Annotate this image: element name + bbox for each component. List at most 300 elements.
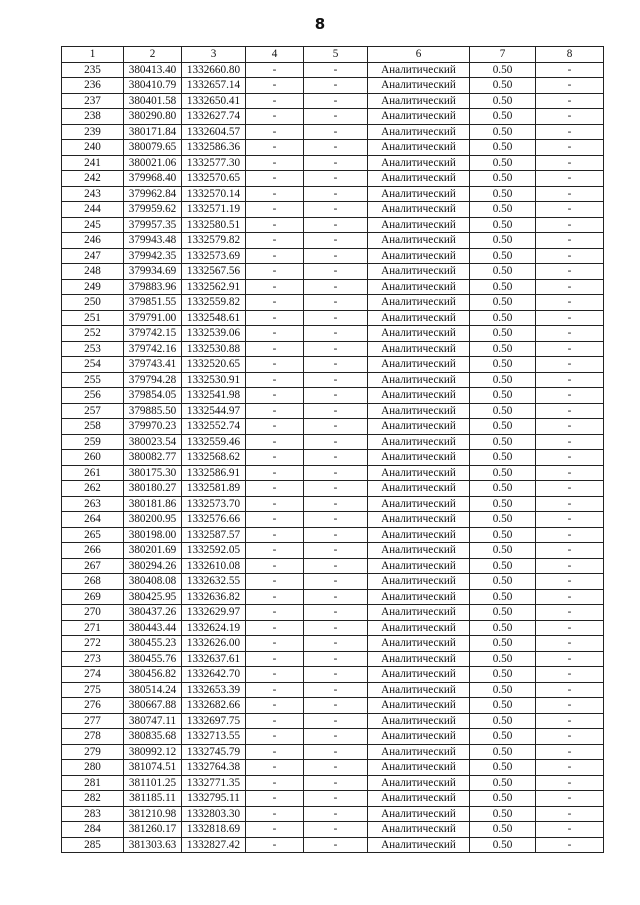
column-4-cell: - — [246, 372, 304, 388]
column-5-cell: - — [304, 403, 368, 419]
column-4-cell: - — [246, 78, 304, 94]
accuracy-cell: 0.50 — [470, 589, 536, 605]
y-coordinate-cell: 1332610.08 — [182, 558, 246, 574]
method-cell: Аналитический — [368, 155, 470, 171]
column-8-cell: - — [536, 558, 604, 574]
x-coordinate-cell: 379854.05 — [124, 388, 182, 404]
x-coordinate-cell: 380171.84 — [124, 124, 182, 140]
table-row — [62, 217, 604, 233]
column-8-cell: - — [536, 357, 604, 373]
y-coordinate-cell: 1332573.70 — [182, 496, 246, 512]
column-4-cell: - — [246, 186, 304, 202]
accuracy-cell: 0.50 — [470, 295, 536, 311]
y-coordinate-cell: 1332586.36 — [182, 140, 246, 156]
column-8-cell: - — [536, 574, 604, 590]
point-number-cell: 273 — [62, 651, 124, 667]
point-number-cell: 248 — [62, 264, 124, 280]
y-coordinate-cell: 1332626.00 — [182, 636, 246, 652]
column-4-cell: - — [246, 837, 304, 853]
column-4-cell: - — [246, 140, 304, 156]
accuracy-cell: 0.50 — [470, 264, 536, 280]
accuracy-cell: 0.50 — [470, 620, 536, 636]
method-cell: Аналитический — [368, 78, 470, 94]
column-5-cell: - — [304, 357, 368, 373]
column-5-cell: - — [304, 388, 368, 404]
y-coordinate-cell: 1332586.91 — [182, 465, 246, 481]
column-4-cell: - — [246, 217, 304, 233]
column-8-cell: - — [536, 698, 604, 714]
accuracy-cell: 0.50 — [470, 419, 536, 435]
x-coordinate-cell: 380290.80 — [124, 109, 182, 125]
accuracy-cell: 0.50 — [470, 357, 536, 373]
method-cell: Аналитический — [368, 341, 470, 357]
accuracy-cell: 0.50 — [470, 651, 536, 667]
column-8-cell: - — [536, 388, 604, 404]
y-coordinate-cell: 1332571.19 — [182, 202, 246, 218]
column-8-cell: - — [536, 403, 604, 419]
point-number-cell: 247 — [62, 248, 124, 264]
point-number-cell: 246 — [62, 233, 124, 249]
x-coordinate-cell: 380443.44 — [124, 620, 182, 636]
method-cell: Аналитический — [368, 248, 470, 264]
column-8-cell: - — [536, 589, 604, 605]
table-row — [62, 140, 604, 156]
column-5-cell: - — [304, 760, 368, 776]
column-header: 3 — [182, 47, 246, 63]
x-coordinate-cell: 380181.86 — [124, 496, 182, 512]
table-row — [62, 372, 604, 388]
y-coordinate-cell: 1332632.55 — [182, 574, 246, 590]
table-row — [62, 326, 604, 342]
method-cell: Аналитический — [368, 450, 470, 466]
y-coordinate-cell: 1332580.51 — [182, 217, 246, 233]
table-row — [62, 698, 604, 714]
method-cell: Аналитический — [368, 806, 470, 822]
x-coordinate-cell: 380201.69 — [124, 543, 182, 559]
column-5-cell: - — [304, 217, 368, 233]
accuracy-cell: 0.50 — [470, 279, 536, 295]
accuracy-cell: 0.50 — [470, 760, 536, 776]
table-row — [62, 465, 604, 481]
accuracy-cell: 0.50 — [470, 698, 536, 714]
accuracy-cell: 0.50 — [470, 512, 536, 528]
y-coordinate-cell: 1332697.75 — [182, 713, 246, 729]
accuracy-cell: 0.50 — [470, 791, 536, 807]
method-cell: Аналитический — [368, 574, 470, 590]
method-cell: Аналитический — [368, 372, 470, 388]
coordinates-table — [61, 46, 604, 853]
column-header: 7 — [470, 47, 536, 63]
table-row — [62, 605, 604, 621]
column-8-cell: - — [536, 186, 604, 202]
method-cell: Аналитический — [368, 605, 470, 621]
y-coordinate-cell: 1332660.80 — [182, 62, 246, 78]
point-number-cell: 243 — [62, 186, 124, 202]
column-5-cell: - — [304, 558, 368, 574]
column-5-cell: - — [304, 341, 368, 357]
column-5-cell: - — [304, 233, 368, 249]
point-number-cell: 258 — [62, 419, 124, 435]
point-number-cell: 283 — [62, 806, 124, 822]
column-5-cell: - — [304, 527, 368, 543]
column-4-cell: - — [246, 233, 304, 249]
point-number-cell: 255 — [62, 372, 124, 388]
table-row — [62, 760, 604, 776]
y-coordinate-cell: 1332541.98 — [182, 388, 246, 404]
table-row — [62, 589, 604, 605]
x-coordinate-cell: 379743.41 — [124, 357, 182, 373]
accuracy-cell: 0.50 — [470, 775, 536, 791]
column-5-cell: - — [304, 729, 368, 745]
table-row — [62, 574, 604, 590]
table-row — [62, 806, 604, 822]
accuracy-cell: 0.50 — [470, 744, 536, 760]
table-row — [62, 233, 604, 249]
method-cell: Аналитический — [368, 496, 470, 512]
method-cell: Аналитический — [368, 109, 470, 125]
column-4-cell: - — [246, 667, 304, 683]
column-4-cell: - — [246, 682, 304, 698]
accuracy-cell: 0.50 — [470, 496, 536, 512]
column-header: 2 — [124, 47, 182, 63]
y-coordinate-cell: 1332771.35 — [182, 775, 246, 791]
table-row — [62, 496, 604, 512]
accuracy-cell: 0.50 — [470, 62, 536, 78]
column-4-cell: - — [246, 729, 304, 745]
method-cell: Аналитический — [368, 202, 470, 218]
accuracy-cell: 0.50 — [470, 93, 536, 109]
x-coordinate-cell: 381303.63 — [124, 837, 182, 853]
column-5-cell: - — [304, 279, 368, 295]
column-5-cell: - — [304, 512, 368, 528]
accuracy-cell: 0.50 — [470, 605, 536, 621]
x-coordinate-cell: 379934.69 — [124, 264, 182, 280]
column-5-cell: - — [304, 326, 368, 342]
column-4-cell: - — [246, 543, 304, 559]
column-8-cell: - — [536, 791, 604, 807]
table-row — [62, 636, 604, 652]
x-coordinate-cell: 380082.77 — [124, 450, 182, 466]
column-5-cell: - — [304, 171, 368, 187]
column-5-cell: - — [304, 78, 368, 94]
method-cell: Аналитический — [368, 543, 470, 559]
column-8-cell: - — [536, 605, 604, 621]
table-row — [62, 744, 604, 760]
x-coordinate-cell: 380514.24 — [124, 682, 182, 698]
method-cell: Аналитический — [368, 558, 470, 574]
accuracy-cell: 0.50 — [470, 78, 536, 94]
point-number-cell: 278 — [62, 729, 124, 745]
method-cell: Аналитический — [368, 636, 470, 652]
column-4-cell: - — [246, 434, 304, 450]
method-cell: Аналитический — [368, 62, 470, 78]
column-5-cell: - — [304, 465, 368, 481]
x-coordinate-cell: 379794.28 — [124, 372, 182, 388]
point-number-cell: 270 — [62, 605, 124, 621]
x-coordinate-cell: 381185.11 — [124, 791, 182, 807]
accuracy-cell: 0.50 — [470, 574, 536, 590]
column-5-cell: - — [304, 481, 368, 497]
point-number-cell: 272 — [62, 636, 124, 652]
method-cell: Аналитический — [368, 279, 470, 295]
point-number-cell: 240 — [62, 140, 124, 156]
accuracy-cell: 0.50 — [470, 682, 536, 698]
table-row — [62, 295, 604, 311]
table-row — [62, 357, 604, 373]
column-5-cell: - — [304, 636, 368, 652]
table-row — [62, 248, 604, 264]
x-coordinate-cell: 380021.06 — [124, 155, 182, 171]
column-8-cell: - — [536, 78, 604, 94]
method-cell: Аналитический — [368, 310, 470, 326]
method-cell: Аналитический — [368, 140, 470, 156]
accuracy-cell: 0.50 — [470, 388, 536, 404]
y-coordinate-cell: 1332581.89 — [182, 481, 246, 497]
column-5-cell: - — [304, 264, 368, 280]
column-4-cell: - — [246, 527, 304, 543]
column-8-cell: - — [536, 434, 604, 450]
table-row — [62, 62, 604, 78]
accuracy-cell: 0.50 — [470, 109, 536, 125]
accuracy-cell: 0.50 — [470, 202, 536, 218]
point-number-cell: 259 — [62, 434, 124, 450]
point-number-cell: 282 — [62, 791, 124, 807]
column-8-cell: - — [536, 279, 604, 295]
accuracy-cell: 0.50 — [470, 403, 536, 419]
y-coordinate-cell: 1332795.11 — [182, 791, 246, 807]
y-coordinate-cell: 1332539.06 — [182, 326, 246, 342]
point-number-cell: 260 — [62, 450, 124, 466]
y-coordinate-cell: 1332567.56 — [182, 264, 246, 280]
column-5-cell: - — [304, 775, 368, 791]
method-cell: Аналитический — [368, 682, 470, 698]
column-5-cell: - — [304, 496, 368, 512]
page-number: 8 — [314, 15, 326, 33]
accuracy-cell: 0.50 — [470, 186, 536, 202]
point-number-cell: 257 — [62, 403, 124, 419]
x-coordinate-cell: 380835.68 — [124, 729, 182, 745]
column-5-cell: - — [304, 450, 368, 466]
method-cell: Аналитический — [368, 434, 470, 450]
y-coordinate-cell: 1332682.66 — [182, 698, 246, 714]
method-cell: Аналитический — [368, 481, 470, 497]
column-4-cell: - — [246, 388, 304, 404]
column-4-cell: - — [246, 496, 304, 512]
column-4-cell: - — [246, 202, 304, 218]
column-4-cell: - — [246, 62, 304, 78]
table-row — [62, 527, 604, 543]
column-8-cell: - — [536, 124, 604, 140]
y-coordinate-cell: 1332530.91 — [182, 372, 246, 388]
accuracy-cell: 0.50 — [470, 806, 536, 822]
column-8-cell: - — [536, 837, 604, 853]
point-number-cell: 268 — [62, 574, 124, 590]
y-coordinate-cell: 1332592.05 — [182, 543, 246, 559]
accuracy-cell: 0.50 — [470, 124, 536, 140]
point-number-cell: 269 — [62, 589, 124, 605]
column-4-cell: - — [246, 481, 304, 497]
y-coordinate-cell: 1332657.14 — [182, 78, 246, 94]
x-coordinate-cell: 379742.15 — [124, 326, 182, 342]
accuracy-cell: 0.50 — [470, 465, 536, 481]
point-number-cell: 252 — [62, 326, 124, 342]
column-4-cell: - — [246, 310, 304, 326]
x-coordinate-cell: 380401.58 — [124, 93, 182, 109]
column-8-cell: - — [536, 667, 604, 683]
column-8-cell: - — [536, 341, 604, 357]
y-coordinate-cell: 1332568.62 — [182, 450, 246, 466]
method-cell: Аналитический — [368, 326, 470, 342]
x-coordinate-cell: 380456.82 — [124, 667, 182, 683]
method-cell: Аналитический — [368, 822, 470, 838]
column-5-cell: - — [304, 155, 368, 171]
column-8-cell: - — [536, 264, 604, 280]
column-8-cell: - — [536, 310, 604, 326]
column-4-cell: - — [246, 744, 304, 760]
y-coordinate-cell: 1332530.88 — [182, 341, 246, 357]
point-number-cell: 256 — [62, 388, 124, 404]
point-number-cell: 249 — [62, 279, 124, 295]
x-coordinate-cell: 381101.25 — [124, 775, 182, 791]
column-8-cell: - — [536, 543, 604, 559]
y-coordinate-cell: 1332576.66 — [182, 512, 246, 528]
y-coordinate-cell: 1332587.57 — [182, 527, 246, 543]
x-coordinate-cell: 381260.17 — [124, 822, 182, 838]
y-coordinate-cell: 1332520.65 — [182, 357, 246, 373]
column-8-cell: - — [536, 171, 604, 187]
y-coordinate-cell: 1332624.19 — [182, 620, 246, 636]
point-number-cell: 241 — [62, 155, 124, 171]
table-row — [62, 388, 604, 404]
column-5-cell: - — [304, 667, 368, 683]
table-row — [62, 93, 604, 109]
x-coordinate-cell: 380200.95 — [124, 512, 182, 528]
column-5-cell: - — [304, 806, 368, 822]
column-5-cell: - — [304, 589, 368, 605]
x-coordinate-cell: 380425.95 — [124, 589, 182, 605]
table-row — [62, 155, 604, 171]
method-cell: Аналитический — [368, 403, 470, 419]
column-4-cell: - — [246, 279, 304, 295]
point-number-cell: 235 — [62, 62, 124, 78]
x-coordinate-cell: 380747.11 — [124, 713, 182, 729]
point-number-cell: 239 — [62, 124, 124, 140]
x-coordinate-cell: 380023.54 — [124, 434, 182, 450]
column-5-cell: - — [304, 605, 368, 621]
table-row — [62, 837, 604, 853]
column-4-cell: - — [246, 341, 304, 357]
y-coordinate-cell: 1332653.39 — [182, 682, 246, 698]
column-header: 4 — [246, 47, 304, 63]
method-cell: Аналитический — [368, 620, 470, 636]
x-coordinate-cell: 380410.79 — [124, 78, 182, 94]
table-row — [62, 481, 604, 497]
column-5-cell: - — [304, 822, 368, 838]
point-number-cell: 285 — [62, 837, 124, 853]
y-coordinate-cell: 1332573.69 — [182, 248, 246, 264]
table-row — [62, 543, 604, 559]
column-5-cell: - — [304, 620, 368, 636]
x-coordinate-cell: 380294.26 — [124, 558, 182, 574]
column-4-cell: - — [246, 124, 304, 140]
point-number-cell: 250 — [62, 295, 124, 311]
column-4-cell: - — [246, 465, 304, 481]
point-number-cell: 244 — [62, 202, 124, 218]
column-8-cell: - — [536, 512, 604, 528]
accuracy-cell: 0.50 — [470, 558, 536, 574]
column-4-cell: - — [246, 357, 304, 373]
column-5-cell: - — [304, 574, 368, 590]
y-coordinate-cell: 1332764.38 — [182, 760, 246, 776]
method-cell: Аналитический — [368, 357, 470, 373]
y-coordinate-cell: 1332627.74 — [182, 109, 246, 125]
column-5-cell: - — [304, 713, 368, 729]
column-8-cell: - — [536, 62, 604, 78]
table-row — [62, 791, 604, 807]
column-5-cell: - — [304, 372, 368, 388]
point-number-cell: 281 — [62, 775, 124, 791]
column-4-cell: - — [246, 636, 304, 652]
x-coordinate-cell: 379943.48 — [124, 233, 182, 249]
column-header: 1 — [62, 47, 124, 63]
accuracy-cell: 0.50 — [470, 155, 536, 171]
method-cell: Аналитический — [368, 465, 470, 481]
x-coordinate-cell: 380408.08 — [124, 574, 182, 590]
method-cell: Аналитический — [368, 760, 470, 776]
column-5-cell: - — [304, 543, 368, 559]
point-number-cell: 279 — [62, 744, 124, 760]
column-4-cell: - — [246, 791, 304, 807]
column-5-cell: - — [304, 434, 368, 450]
y-coordinate-cell: 1332604.57 — [182, 124, 246, 140]
method-cell: Аналитический — [368, 744, 470, 760]
table-row — [62, 78, 604, 94]
column-4-cell: - — [246, 822, 304, 838]
y-coordinate-cell: 1332642.70 — [182, 667, 246, 683]
column-5-cell: - — [304, 62, 368, 78]
method-cell: Аналитический — [368, 264, 470, 280]
column-8-cell: - — [536, 93, 604, 109]
point-number-cell: 265 — [62, 527, 124, 543]
x-coordinate-cell: 380198.00 — [124, 527, 182, 543]
point-number-cell: 245 — [62, 217, 124, 233]
column-4-cell: - — [246, 109, 304, 125]
y-coordinate-cell: 1332552.74 — [182, 419, 246, 435]
column-4-cell: - — [246, 574, 304, 590]
x-coordinate-cell: 379970.23 — [124, 419, 182, 435]
table-row — [62, 419, 604, 435]
method-cell: Аналитический — [368, 295, 470, 311]
x-coordinate-cell: 379968.40 — [124, 171, 182, 187]
column-8-cell: - — [536, 651, 604, 667]
table-row — [62, 124, 604, 140]
column-8-cell: - — [536, 295, 604, 311]
y-coordinate-cell: 1332713.55 — [182, 729, 246, 745]
accuracy-cell: 0.50 — [470, 341, 536, 357]
x-coordinate-cell: 380175.30 — [124, 465, 182, 481]
x-coordinate-cell: 381074.51 — [124, 760, 182, 776]
point-number-cell: 275 — [62, 682, 124, 698]
table-row — [62, 186, 604, 202]
point-number-cell: 254 — [62, 357, 124, 373]
column-4-cell: - — [246, 419, 304, 435]
method-cell: Аналитический — [368, 527, 470, 543]
accuracy-cell: 0.50 — [470, 140, 536, 156]
column-8-cell: - — [536, 372, 604, 388]
method-cell: Аналитический — [368, 837, 470, 853]
accuracy-cell: 0.50 — [470, 233, 536, 249]
x-coordinate-cell: 380079.65 — [124, 140, 182, 156]
